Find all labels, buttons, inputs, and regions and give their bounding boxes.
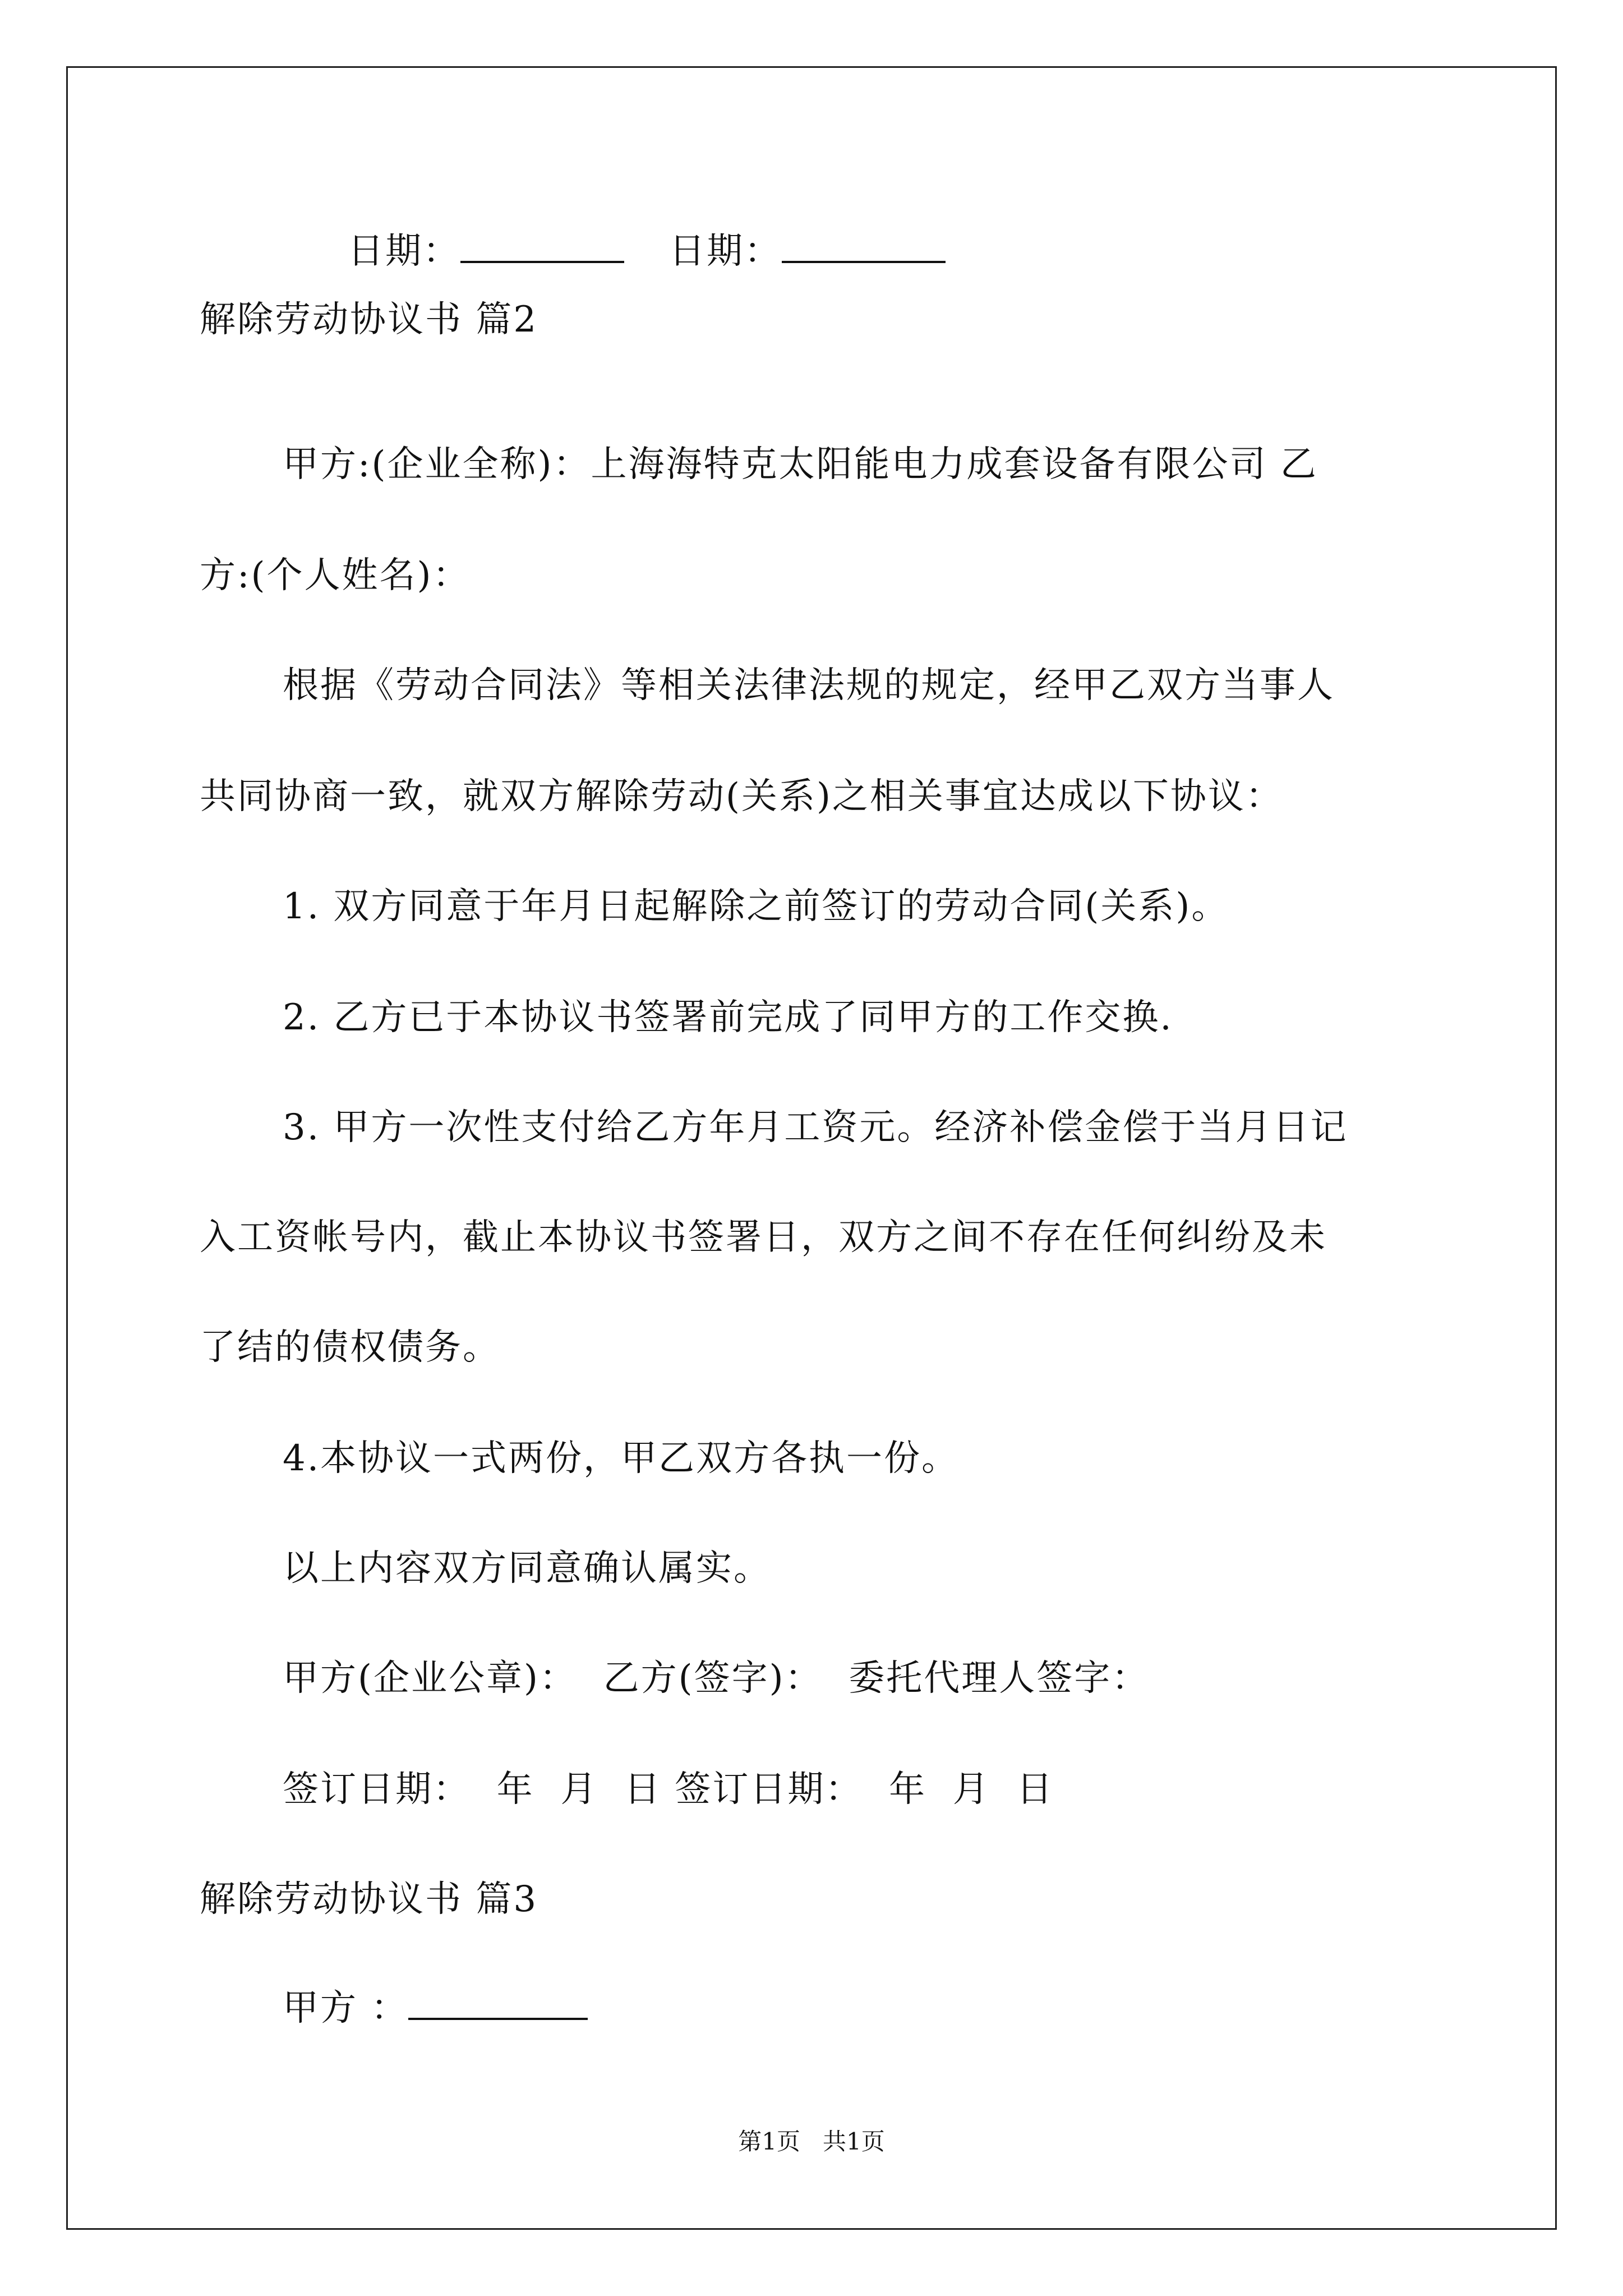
date-blank-right bbox=[782, 229, 946, 263]
item-4: 4.本协议一式两份，甲乙双方各执一份。 bbox=[283, 1438, 960, 1479]
date-label-left: 日期： bbox=[348, 231, 460, 272]
party-a-label: 甲方 ： bbox=[283, 1987, 409, 2029]
confirm-statement: 以上内容双方同意确认属实。 bbox=[283, 1548, 771, 1589]
item-3-line2: 入工资帐号内，截止本协议书签署日，双方之间不存在任何纠纷及未 bbox=[200, 1217, 1327, 1258]
section2-heading: 解除劳动协议书 篇2 bbox=[200, 299, 538, 341]
date-blank-left bbox=[460, 229, 624, 263]
page-footer: 第1页 共1页 bbox=[738, 2128, 885, 2155]
party-a-blank bbox=[408, 1986, 588, 2020]
item-1: 1. 双方同意于年月日起解除之前签订的劳动合同(关系)。 bbox=[283, 886, 1229, 927]
party-a-line1: 甲方:(企业全称)：上海海特克太阳能电力成套设备有限公司 乙 bbox=[283, 444, 1318, 485]
item-3-line1: 3. 甲方一次性支付给乙方年月工资元。经济补偿金偿于当月日记 bbox=[283, 1107, 1348, 1148]
date-row bbox=[348, 229, 1581, 274]
sign-date-row: 签订日期： 年 月 日 签订日期： 年 月 日 bbox=[283, 1769, 1054, 1810]
section3-heading: 解除劳动协议书 篇3 bbox=[200, 1879, 538, 1920]
date-label-right: 日期： bbox=[669, 231, 782, 272]
basis-line2: 共同协商一致，就双方解除劳动(关系)之相关事宜达成以下协议： bbox=[200, 776, 1283, 817]
signature-row: 甲方(企业公章)： 乙方(签字)： 委托代理人签字： bbox=[283, 1658, 1150, 1699]
party-a-line2: 方:(个人姓名)： bbox=[200, 555, 471, 596]
basis-line1: 根据《劳动合同法》等相关法律法规的规定，经甲乙双方当事人 bbox=[283, 665, 1335, 706]
item-2: 2. 乙方已于本协议书签署前完成了同甲方的工作交换. bbox=[283, 997, 1173, 1038]
item-3-line3: 了结的债权债务。 bbox=[200, 1327, 500, 1368]
section3-party-a bbox=[283, 1986, 1516, 2031]
